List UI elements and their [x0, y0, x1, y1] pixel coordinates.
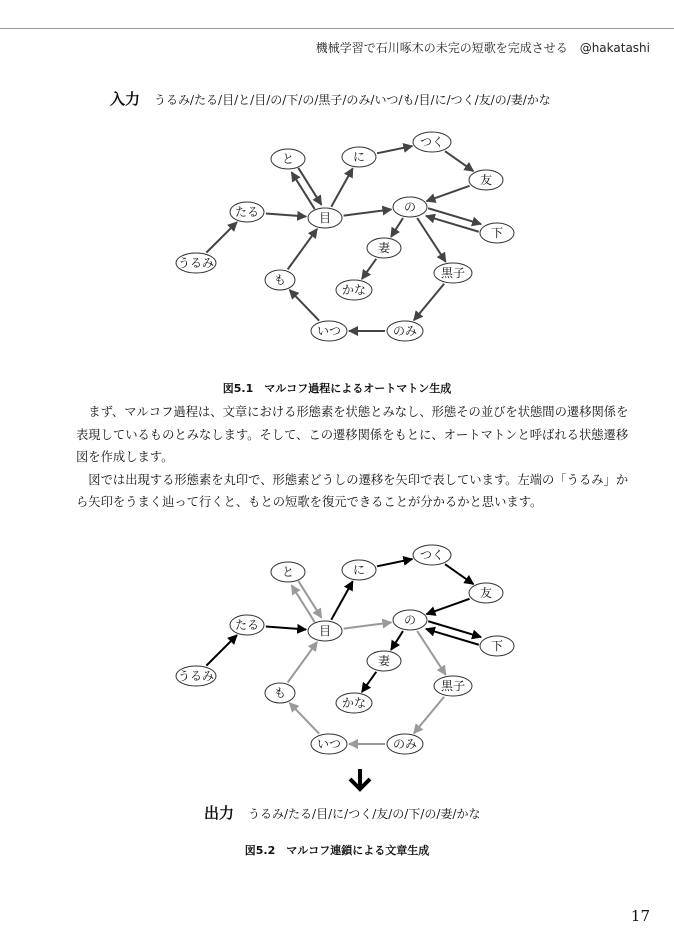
transition-arrow-me-no — [344, 209, 392, 215]
transition-arrow-me-to — [292, 172, 315, 209]
state-label-mo: も — [273, 686, 287, 700]
state-label-tsuku: つく — [419, 548, 445, 562]
transition-arrow-shita-no — [426, 629, 479, 645]
output-line — [204, 802, 480, 823]
body-text — [76, 401, 638, 514]
state-node-taru — [230, 202, 264, 222]
markov-chain-diagram — [0, 538, 674, 768]
state-node-tsuku — [413, 545, 451, 565]
transition-arrow-tsuma-kana — [362, 672, 376, 692]
state-node-no — [393, 610, 427, 630]
transition-arrow-hokuro-nomi — [414, 697, 444, 734]
transition-arrow-me-no — [344, 622, 392, 628]
state-label-no: の — [403, 200, 417, 214]
transition-arrow-taru-me — [266, 626, 306, 629]
input-line — [110, 88, 551, 109]
state-node-ni — [342, 560, 376, 580]
transition-arrow-shita-no — [426, 216, 479, 232]
state-label-tsuku: つく — [419, 135, 445, 149]
down-arrow-icon — [347, 768, 373, 792]
transition-arrow-me-to — [292, 585, 315, 622]
transition-arrow-no-hokuro — [417, 631, 446, 675]
transition-arrow-no-tsuma — [391, 631, 403, 650]
transition-arrow-to-me — [298, 581, 321, 618]
state-label-tsuma: 妻 — [377, 241, 391, 255]
state-node-kana — [336, 280, 372, 300]
markov-automaton-diagram — [0, 125, 674, 355]
state-node-mo — [265, 683, 295, 703]
transition-arrow-urumi-taru — [206, 635, 237, 666]
state-node-me — [308, 621, 342, 641]
transition-arrow-to-me — [298, 168, 321, 205]
state-label-kana: かな — [341, 283, 367, 297]
state-node-to — [271, 149, 305, 169]
state-node-me — [308, 208, 342, 228]
state-node-kana — [336, 693, 372, 713]
state-label-hokuro: 黒子 — [440, 266, 466, 280]
transition-arrow-tsuku-tomo — [445, 564, 473, 584]
state-node-tomo — [469, 170, 503, 190]
state-node-hokuro — [434, 676, 472, 696]
state-label-tsuma: 妻 — [377, 654, 391, 668]
state-label-hokuro: 黒子 — [440, 679, 466, 693]
transition-arrow-no-shita — [428, 621, 481, 637]
state-node-nomi — [387, 321, 423, 341]
transition-arrow-itsu-mo — [289, 703, 319, 734]
input-label: 入力 — [110, 90, 141, 108]
state-label-me: 目 — [318, 211, 332, 225]
transition-arrow-tomo-no — [426, 599, 469, 614]
state-node-ni — [342, 147, 376, 167]
header-rule — [0, 28, 674, 29]
input-text: うるみ/たる/目/と/目/の/下/の/黒子/のみ/いつ/も/目/に/つく/友/の/妻/かな — [154, 93, 551, 107]
state-label-shita: 下 — [490, 639, 504, 653]
state-label-nomi: のみ — [392, 737, 418, 751]
state-label-ni: に — [352, 150, 366, 164]
state-label-mo: も — [273, 273, 287, 287]
page-number: 17 — [630, 907, 650, 925]
state-node-tsuma — [367, 238, 401, 258]
state-node-to — [271, 562, 305, 582]
state-node-hokuro — [434, 263, 472, 283]
state-label-itsu: いつ — [316, 737, 342, 751]
transition-arrow-no-hokuro — [417, 218, 446, 262]
state-label-to: と — [281, 565, 295, 579]
transition-arrow-taru-me — [266, 213, 306, 216]
running-header: 機械学習で石川啄木の未完の短歌を完成させる @hakatashi — [315, 41, 650, 55]
state-node-no — [393, 197, 427, 217]
figure-caption-2: 図5.2 マルコフ連鎖による文章生成 — [244, 844, 430, 857]
transition-arrow-no-tsuma — [391, 218, 403, 237]
state-label-urumi: うるみ — [177, 669, 215, 683]
state-label-no: の — [403, 613, 417, 627]
paragraph-2: 図では出現する形態素を丸印で、形態素どうしの遷移を矢印で表しています。左端の「うるみ」から矢印をうまく辿って行くと、もとの短歌を復元できることが分かるかと思います。 — [76, 472, 629, 509]
transition-arrow-no-shita — [428, 208, 481, 224]
transition-arrow-me-ni — [331, 581, 352, 620]
state-label-kana: かな — [341, 696, 367, 710]
transition-arrow-hokuro-nomi — [414, 284, 444, 321]
output-label: 出力 — [204, 804, 235, 822]
transition-arrow-itsu-mo — [289, 290, 319, 321]
transition-arrow-mo-me — [288, 642, 317, 683]
transition-arrow-tsuma-kana — [362, 259, 376, 279]
transition-arrow-ni-tsuku — [377, 559, 412, 566]
state-label-nomi: のみ — [392, 324, 418, 338]
state-label-tomo: 友 — [479, 173, 493, 187]
transition-arrow-me-ni — [331, 168, 352, 207]
state-label-tomo: 友 — [479, 586, 493, 600]
state-node-mo — [265, 270, 295, 290]
state-node-tsuku — [413, 132, 451, 152]
transition-arrow-ni-tsuku — [377, 146, 412, 153]
figure-caption-1: 図5.1 マルコフ過程によるオートマトン生成 — [222, 382, 452, 395]
transition-arrow-urumi-taru — [206, 222, 237, 253]
transition-arrow-tsuku-tomo — [445, 151, 473, 171]
state-label-taru: たる — [234, 618, 260, 632]
transition-arrow-tomo-no — [426, 186, 469, 201]
state-node-tsuma — [367, 651, 401, 671]
state-label-me: 目 — [318, 624, 332, 638]
state-node-taru — [230, 615, 264, 635]
state-node-shita — [480, 636, 514, 656]
state-node-itsu — [311, 734, 347, 754]
output-text: うるみ/たる/目/に/つく/友/の/下/の/妻/かな — [248, 807, 481, 821]
state-node-itsu — [311, 321, 347, 341]
state-label-to: と — [281, 152, 295, 166]
state-label-urumi: うるみ — [177, 256, 215, 270]
transition-arrow-mo-me — [288, 229, 317, 270]
state-node-tomo — [469, 583, 503, 603]
state-node-urumi — [176, 666, 216, 686]
state-node-shita — [480, 223, 514, 243]
paragraph-1: まず、マルコフ過程は、文章における形態素を状態とみなし、形態その並びを状態間の遷移関係を表現しているものとみなします。そして、この遷移関係をもとに、オートマトンと呼ばれる状態遷移図を作成します。 — [76, 405, 629, 464]
state-label-shita: 下 — [490, 226, 504, 240]
state-node-urumi — [176, 253, 216, 273]
state-label-taru: たる — [234, 205, 260, 219]
state-label-ni: に — [352, 563, 366, 577]
state-node-nomi — [387, 734, 423, 754]
state-label-itsu: いつ — [316, 324, 342, 338]
